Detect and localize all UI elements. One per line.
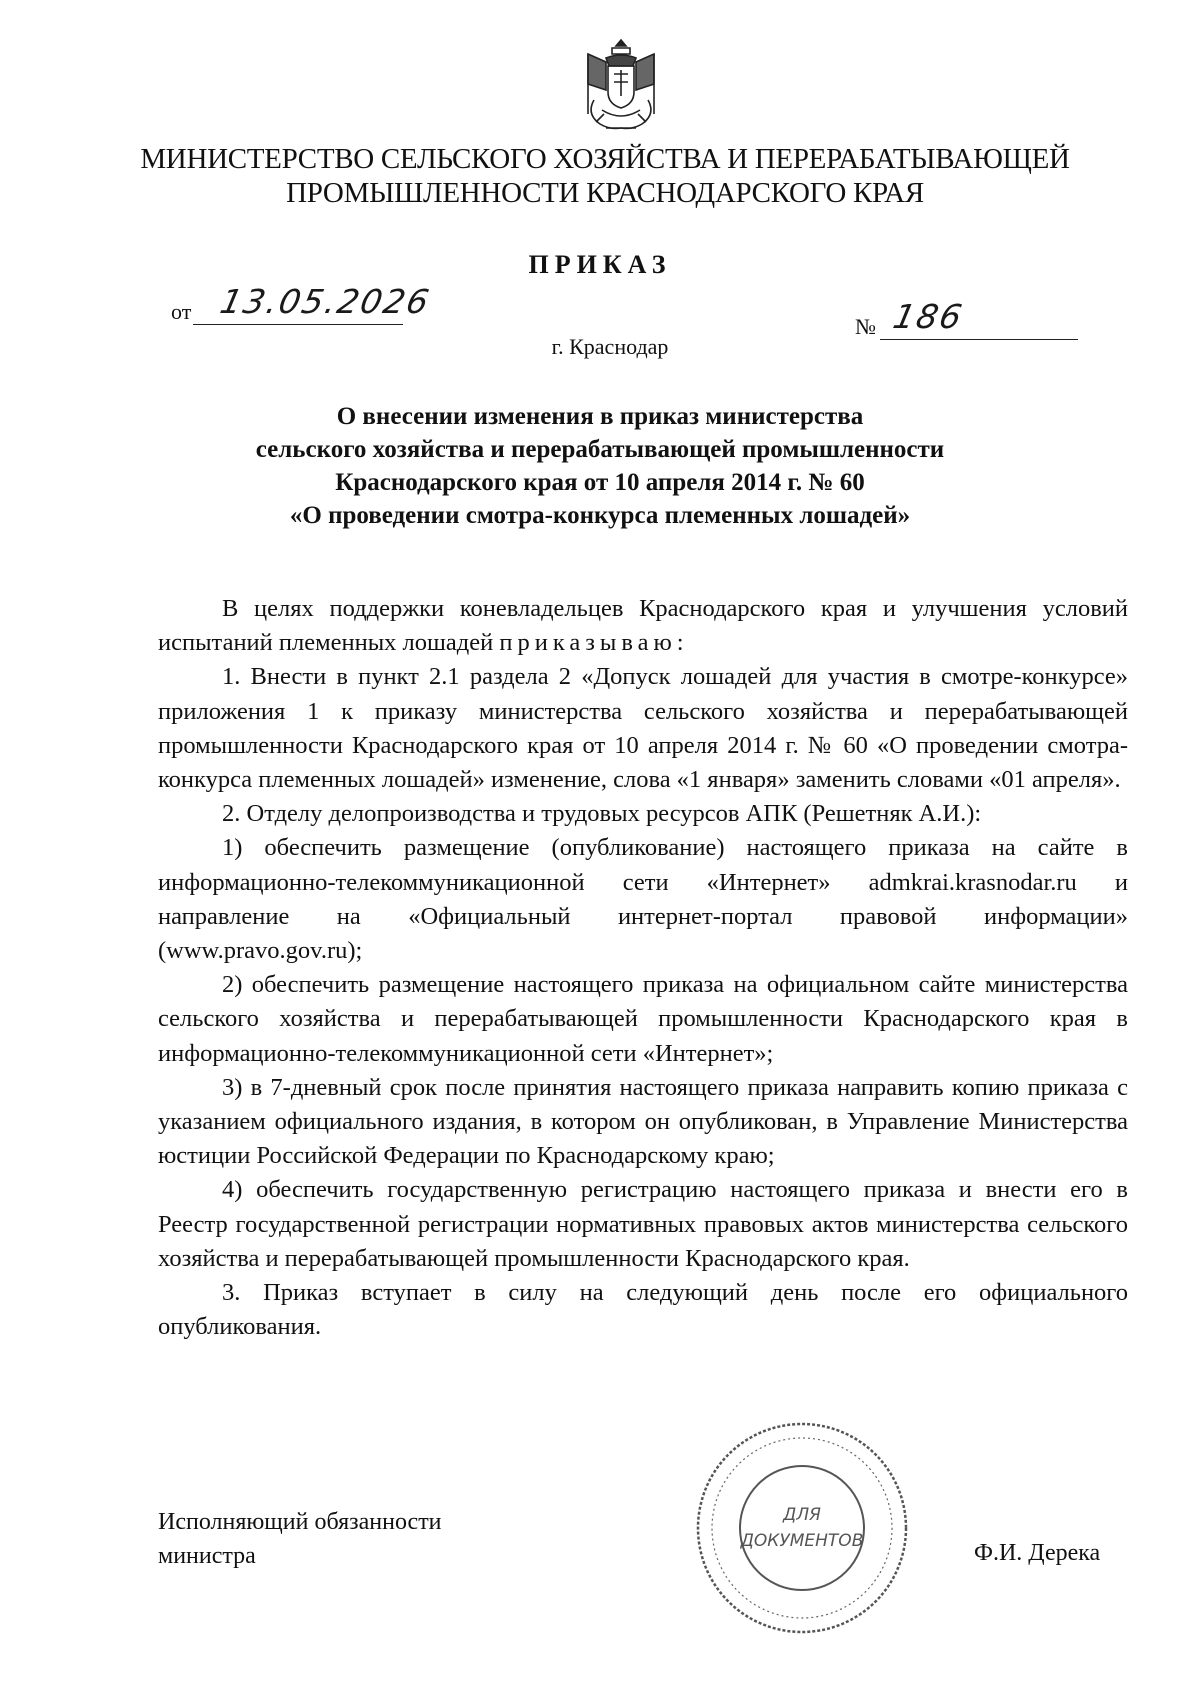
order-title-line3: Краснодарского края от 10 апреля 2014 г. № 60: [335, 469, 865, 496]
number-underline: [880, 297, 1078, 340]
handwritten-date: 13.05.2026: [217, 282, 435, 321]
date-prefix: от: [171, 299, 192, 324]
intro-paragraph: [158, 592, 1128, 660]
stamp-text-line1: ДЛЯ: [783, 1505, 821, 1525]
order-title-line4: «О проведении смотра-конкурса племенных лошадей»: [289, 502, 911, 529]
order-title-line1: О внесении изменения в приказ министерства: [336, 403, 864, 430]
document-type-heading: ПРИКАЗ: [528, 250, 672, 279]
clause-3: 3. Приказ вступает в силу на следующий день после его официального опубликования.: [158, 1279, 1128, 1341]
ministry-name-line1: МИНИСТЕРСТВО СЕЛЬСКОГО ХОЗЯЙСТВА И ПЕРЕРАБАТЫВАЮЩЕЙ: [140, 143, 1070, 175]
clause-2-2: 2) обеспечить размещение настоящего приказа на официальном сайте министерства сельского хозяйства и перерабатывающей промышленности Краснодарского края в информационно-телекоммуникационной сети «Интернет»;: [158, 971, 1128, 1067]
number-prefix: №: [855, 314, 876, 339]
clause-2-4: 4) обеспечить государственную регистрацию настоящего приказа и внести его в Реестр государственной регистрации нормативных правовых актов министерства сельского хозяйства и перерабатывающей промышленности Краснодарского края.: [158, 1176, 1128, 1272]
signatory-position: [158, 1505, 442, 1573]
intro-text: В целях поддержки коневладельцев Краснодарского края и улучшения условий испытаний племенных лошадей: [158, 595, 1128, 657]
round-stamp: [692, 1418, 912, 1638]
clause-1: 1. Внести в пункт 2.1 раздела 2 «Допуск лошадей для участия в смотре-конкурсе» приложения 1 к приказу министерства сельского хозяйства и перерабатывающей промышленности Краснодарского края от 10 апреля 2014 г. № 60 «О проведении смотра-конкурса племенных лошадей» изменение, слова «1 января» заменить словами «01 апреля».: [158, 663, 1128, 794]
clause-2-1: 1) обеспечить размещение (опубликование) настоящего приказа на сайте в информационно-телекоммуникационной сети «Интернет» admkrai.krasnodar.ru и направление на «Официальный интернет-портал правовой информации» (www.pravo.gov.ru);: [158, 834, 1128, 965]
order-title: [140, 400, 1060, 532]
clause-2: 2. Отделу делопроизводства и трудовых ресурсов АПК (Решетняк А.И.):: [222, 800, 982, 828]
ministry-name-line2: ПРОМЫШЛЕННОСТИ КРАСНОДАРСКОГО КРАЯ: [286, 177, 924, 209]
intro-order-word: приказываю:: [499, 629, 689, 657]
date-underline: [193, 282, 435, 325]
stamp-text-line2: ДОКУМЕНТОВ: [740, 1531, 864, 1551]
order-title-line2: сельского хозяйства и перерабатывающей промышленности: [255, 436, 945, 463]
city-label: г. Краснодар: [551, 334, 669, 359]
order-body: [158, 592, 1128, 1344]
signatory-position-line2: министра: [158, 1543, 256, 1569]
clause-2-3: 3) в 7-дневный срок после принятия настоящего приказа направить копию приказа с указанием официального издания, в котором он опубликован, в Управление Министерства юстиции Российской Федерации по Краснодарскому краю;: [158, 1073, 1128, 1170]
ministry-name: [140, 142, 1070, 210]
date-field: [171, 282, 435, 325]
signatory-name: Ф.И. Дерека: [974, 1540, 1101, 1566]
signatory-position-line1: Исполняющий обязанности: [158, 1509, 442, 1535]
number-field: [855, 297, 1078, 340]
handwritten-number: 186: [889, 297, 968, 336]
coat-of-arms-emblem: [576, 36, 666, 136]
